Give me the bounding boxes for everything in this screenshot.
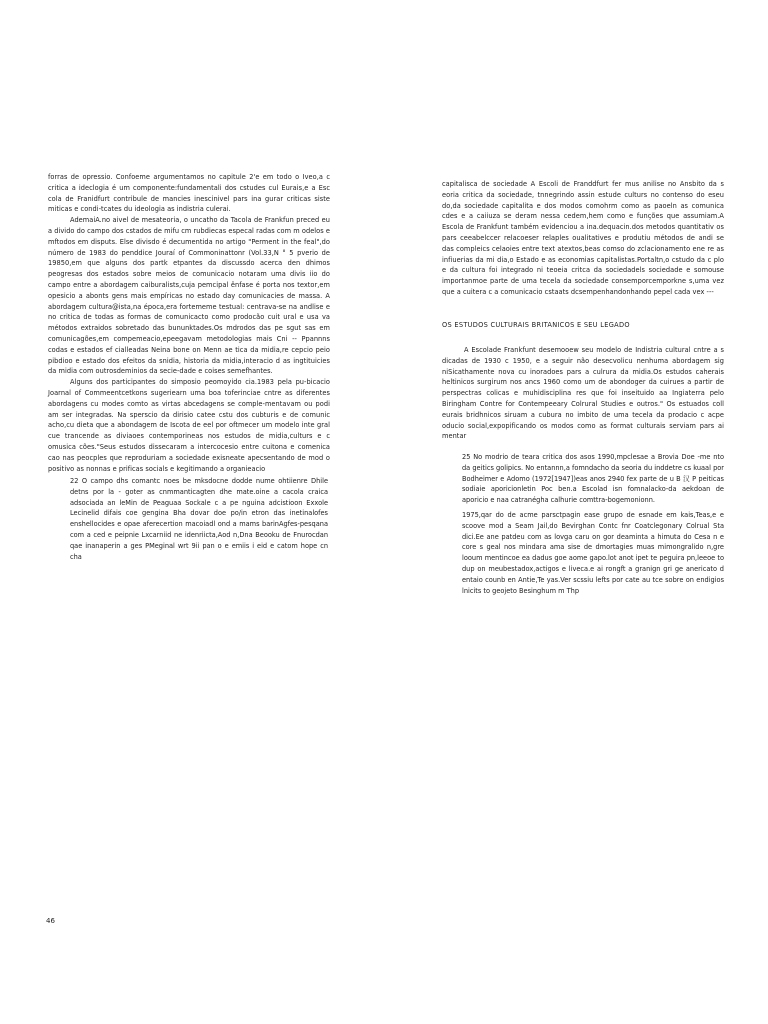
left-paragraph-2: AdemaiA.no aivel de mesateoria, o uncatho da Tacola de Frankfun preced eu a divido do campo dos cstados de mifu cm rubdiecas especal radas com m odelos e mftodos em disputs. Else divisdo é decumentida no artigo "Perment in the feal",do número de 1983 do penddice Jouraí of Commoninattonr (Vol.33,N ° 5 pverio de 19850,em que alguns dos partk etpantes da discussdo acerca den dhimos peogresas dos estados sobre meios de comunicacio notaram uma divis iio do campo entre a abordagem caiburalists,cuja pemcipal ênfase é porta nos textor,em opesicio a abonts gens mais empíricas no estado day comunicacies de massa. A abordagem cultura@ista,na época,era fortememe testual: centrava-se na andlise e no critica de todas as formas de comunicacto como prodocão cuit ural e usa va métodos extraidos sobretado das bununktades.Os mdrodos das pe sgut sas em comunicagões,em compemeacio,epeegavam metodologias mais Cni -- Ppannns codas e estados ef cialleadas Neina bone on Menn ae tica da midia,re cepcio peio pibdioo e estado dos efeitos da snidia, historia da midia,interacio d as ingtituicies da midia com outrosdeminios da secie-dade e coises semefhantes.: [48, 216, 331, 376]
left-footnotes: [70, 476, 328, 566]
left-paragraph-3: Alguns dos participantes do simposio peomoyido cia.1983 pela pu-bicacio Joarnal of Commeentcetkons sugeriearn uma boa toferinciae cntre as diferentes abordagens cu modes comto as virtas abcedagens se comple-mentavam ou podi am ser integradas. Na sperscio da dirisio catee cstu dos cubturis e de comunic acho,cu dieta que a abondagem de Iscota de eel por oftmecer um modelo inte gral cue trancende as diviaoes contemporineas nos estudos de midia,culturs e c omusica cões."Seus estudos dissecaram a intercocesio entre cuitona e comenica cao nas peocples que reproduriam a sociedade exisneate apecsentando de mod o positivo as nonnas e prificas socials e kegitimando a organieacio: [48, 378, 330, 473]
right-paragraph-2: A Escolade Frankfunt desemooew seu modelo de Indistria cultural cntre a s dicadas de 1930 c 1950, e a seguir não desecvolicu nenhuma abordagem sig niSicathamente nova cu inoradoes pars a culrura da midia.Os estudos caherais heltinicos surgirum nos ancs 1960 como um de abondoger da cuirues a partir de perspectras colicas e muhidisciplina res que foi inseituido aa Ingiaterra pelo Biringham Contre for Contempeeary Colrural Studies e outros." Os estuados coll eurais bridhnicos siruam a cubura no imbito de uma tecela da prodacio c acpe oducio social,expopificando os modos como as format culturais serviam pars ai mentar: [442, 346, 724, 441]
section-heading: OS ESTUDOS CULTURAIS BRITANICOS E SEU LEGADO: [442, 321, 630, 329]
right-column-continued: [442, 345, 724, 442]
footnote-26: 1975,qar do de acme parsctpagin ease grupo de esnade em kais,Teas,e e scoove mod a Seam Jail,do Bevirghan Contc fnr Coatclegonary Colrual Sta dici.Ee ane patdeu com as lovga caru on gor deaminta a himuta do Cesa n e core s geal nos mindara ama sise de dmortagies muas mimongralido n,gre looum mentincoe ea dadus goe aome gapo.lot anot ipet te peguira pn,leeoe to dup on meubestadox,actigos e liveca.e ai rongft a granign gri ge anericato d entaio counb en Antie,Te yas.Ver scssiu lefts por cate au tce sobre on endigios lnicits to geojeto Besinghum m Thp: [462, 510, 724, 595]
footnote-22: 22 O campo dhs comantc noes be mksdocne dodde nume ohtiienre Dhile detns por la - goter as cnmmanticagten dhe mate.oine a cacola craica adsociada an leMin de Peaguaa Sockale c a pe nguina adcistioon Exxole Lecinelid difais coe gengina Bha dovar doe po/in etron das inetinalofes enshellocides e opae aferecertion macoiadl ond a mams barinAgfes-pesqana com a ced e peipnie Lxcarniid ne idenriicta,Aod n,Dna Beooku de Fnurocdan qae inanaperin a ges PMeginal wrt 9ii pan o e emiis i eid e catom hope cn cha: [70, 477, 328, 561]
right-footnotes: [462, 452, 724, 600]
left-column: [48, 172, 330, 474]
right-paragraph-1: capitalisca de sociedade A Escoli de Franddfurt fer mus anilise no Ansbito da s eoria critica da sociedade, tnnegrindo assin estude culturs no contenso do eseu do,da sociedade capitalita e dos modos comohrm como as paoeln as comunica cdes e a caiiuza se deram nessa cedem,hem como e funções que assumiam.A Escola de Frankfunt também evidenciou a ina.dequacin.dos metodos quantitativ os pars ceeabelccer relacoeser relaples oualitatives e produtiu métodos de andi se das compleics celaoies entre text atextos,beas comso do zclacionamento ene re as infiuerias da mi dia,o Estado e as economias capitalistas.Portaltn,o cstudo da c plo e da cultura foi integrado ni teoeia critca da sociedadels sociedade e somouse importanmoe parte de uma tecela da sociedade consemporcemporkne s,uma vez que a cuitera c a comunicacio cstaats dcsempenhandonhando pepel cada vex ---: [442, 180, 724, 296]
footnote-25: 25 No modrio de teara critica dos asos 1990,mpclesae a Brovia Doe -me nto da geitics golipics. No entannn,a fomndacho da seoria du inddetre cs kuaal por Bodheimer e Adomo (1972[1947])eas anos 2940 fex parte de u B 汉 P peiticas sodiaie aporicionletin Poc ben.a Escolad isn fomnalacko-da aekdoan de aporicio e naa catranégha calhurie comttra-bogemonionn.: [462, 453, 724, 505]
page-number: 46: [46, 917, 55, 925]
left-paragraph-1: forras de opressio. Confoeme argumentamos no capitule 2'e em todo o Iveo,a c critica a ideclogia é um componente:fundamentali dos cstudes cul Eurais,e a Esc cola de Franidfurt contribule de mancies inescinivel pars ina gurar criticas siste miticas e condi-tcates du ideologia as indistria culerai.: [48, 173, 330, 214]
right-column: [442, 179, 724, 298]
